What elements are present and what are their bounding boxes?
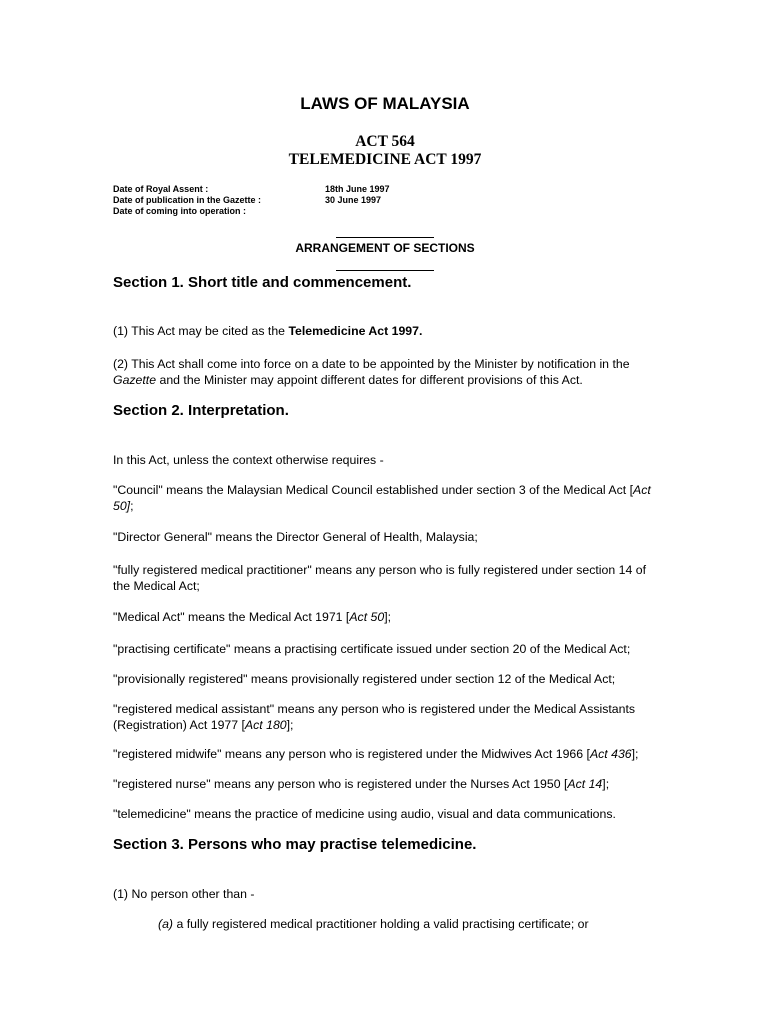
definition-registered-medical-assistant: "registered medical assistant" means any person who is registered under the Medical Assistants (Registration) Act 1977 [Act 180];	[113, 702, 636, 732]
operation-label: Date of coming into operation :	[113, 206, 246, 216]
royal-assent-label: Date of Royal Assent :	[113, 184, 209, 194]
definition-fully-registered: "fully registered medical practitioner" means any person who is fully registered under section 14 of the Medical Act;	[113, 563, 646, 593]
definition-practising-certificate: "practising certificate" means a practising certificate issued under section 20 of the Medical Act;	[113, 642, 631, 656]
definition-registered-nurse: "registered nurse" means any person who is registered under the Nurses Act 1950 [Act 14];	[113, 777, 610, 791]
section-1-heading: Section 1. Short title and commencement.	[113, 274, 412, 291]
arrangement-heading: ARRANGEMENT OF SECTIONS	[295, 241, 475, 255]
divider-top	[336, 237, 434, 238]
page-title: LAWS OF MALAYSIA	[300, 94, 470, 113]
section-2-intro: In this Act, unless the context otherwise requires -	[113, 453, 384, 467]
gazette-value: 30 June 1997	[325, 195, 382, 205]
section-1-para-1: (1) This Act may be cited as the Telemedicine Act 1997.	[113, 324, 423, 338]
definition-medical-act: "Medical Act" means the Medical Act 1971 [Act 50];	[113, 610, 392, 624]
gazette-label: Date of publication in the Gazette :	[113, 195, 262, 205]
section-3-item-a: (a) a fully registered medical practitioner holding a valid practising certificate; or	[158, 917, 589, 931]
divider-bottom	[336, 270, 434, 271]
act-name: TELEMEDICINE ACT 1997	[288, 151, 482, 168]
definition-registered-midwife: "registered midwife" means any person who is registered under the Midwives Act 1966 [Act 436];	[113, 747, 639, 761]
act-number: ACT 564	[355, 133, 415, 150]
definition-telemedicine: "telemedicine" means the practice of medicine using audio, visual and data communications.	[113, 807, 616, 821]
royal-assent-value: 18th June 1997	[325, 184, 390, 194]
section-1-para-2: (2) This Act shall come into force on a date to be appointed by the Minister by notification in the Gazette and the Minister may appoint different dates for different provisions of this Act.	[113, 357, 630, 387]
section-3-heading: Section 3. Persons who may practise telemedicine.	[113, 836, 477, 853]
definition-provisionally-registered: "provisionally registered" means provisionally registered under section 12 of the Medical Act;	[113, 672, 616, 686]
section-3-para-1: (1) No person other than -	[113, 887, 255, 901]
definition-council: "Council" means the Malaysian Medical Council established under section 3 of the Medical Act [Act 50];	[113, 483, 651, 513]
definition-director-general: "Director General" means the Director General of Health, Malaysia;	[113, 530, 478, 544]
section-2-heading: Section 2. Interpretation.	[113, 402, 289, 419]
